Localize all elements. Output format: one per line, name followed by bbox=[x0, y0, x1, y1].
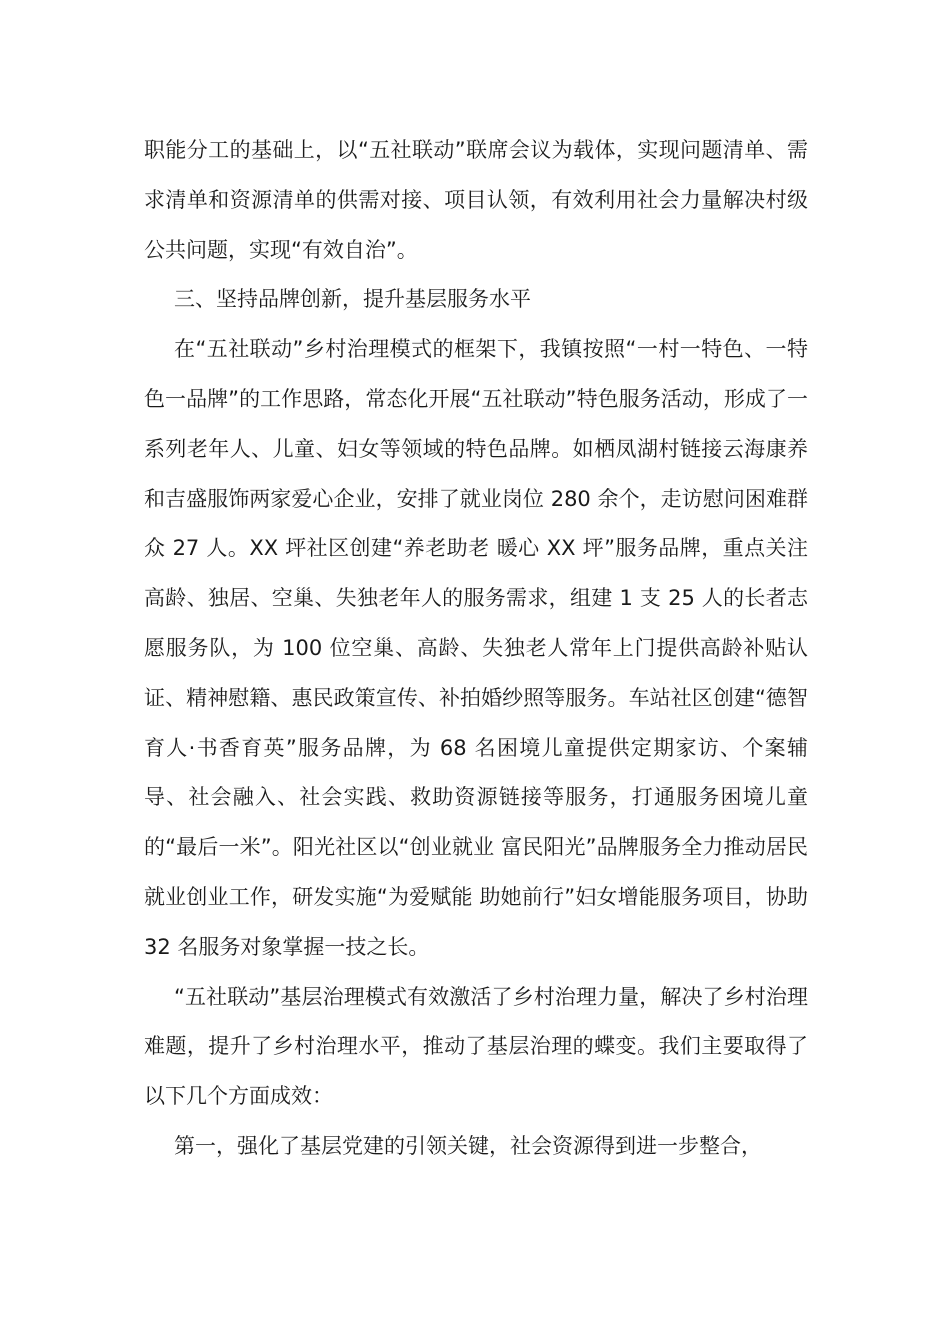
section-heading: 三、坚持品牌创新，提升基层服务水平 bbox=[174, 287, 531, 312]
document-body bbox=[144, 126, 808, 1172]
paragraph-first-achievement: 第一，强化了基层党建的引领关键，社会资源得到进一步整合， bbox=[174, 1133, 762, 1158]
paragraph-brand-innovation: 在“五社联动”乡村治理模式的框架下，我镇按照“一村一特色、一特色一品牌”的工作思路，常态化开展“五社联动”特色服务活动，形成了一系列老年人、儿童、妇女等领域的特色品牌。如栖凤湖村链接云海康养和吉盛服饰两家爱心企业，安排了就业岗位 280 余个，走访慰问困难群众 27 人。XX 坪社区创建“养老助老 暖心 XX 坪”服务品牌，重点关注高龄、独居、空巢、失独老年人的服务需求，组建 1 支 25 人的长者志愿服务队，为 100 位空巢、高龄、失独老人常年上门提供高龄补贴认证、精神慰籍、惠民政策宣传、补拍婚纱照等服务。车站社区创建“德智育人·书香育英”服务品牌，为 68 名困境儿童提供定期家访、个案辅导、社会融入、社会实践、救助资源链接等服务，打通服务困境儿童的“最后一米”。阳光社区以“创业就业 富民阳光”品牌服务全力推动居民就业创业工作，研发实施“为爱赋能 助她前行”妇女增能服务项目，协助 32 名服务对象掌握一技之长。 bbox=[144, 337, 808, 959]
paragraph-continuation: 职能分工的基础上，以“五社联动”联席会议为载体，实现问题清单、需求清单和资源清单的供需对接、项目认领，有效利用社会力量解决村级公共问题，实现“有效自治”。 bbox=[144, 138, 808, 262]
paragraph-achievements: “五社联动”基层治理模式有效激活了乡村治理力量，解决了乡村治理难题，提升了乡村治理水平，推动了基层治理的蝶变。我们主要取得了以下几个方面成效： bbox=[144, 984, 808, 1109]
